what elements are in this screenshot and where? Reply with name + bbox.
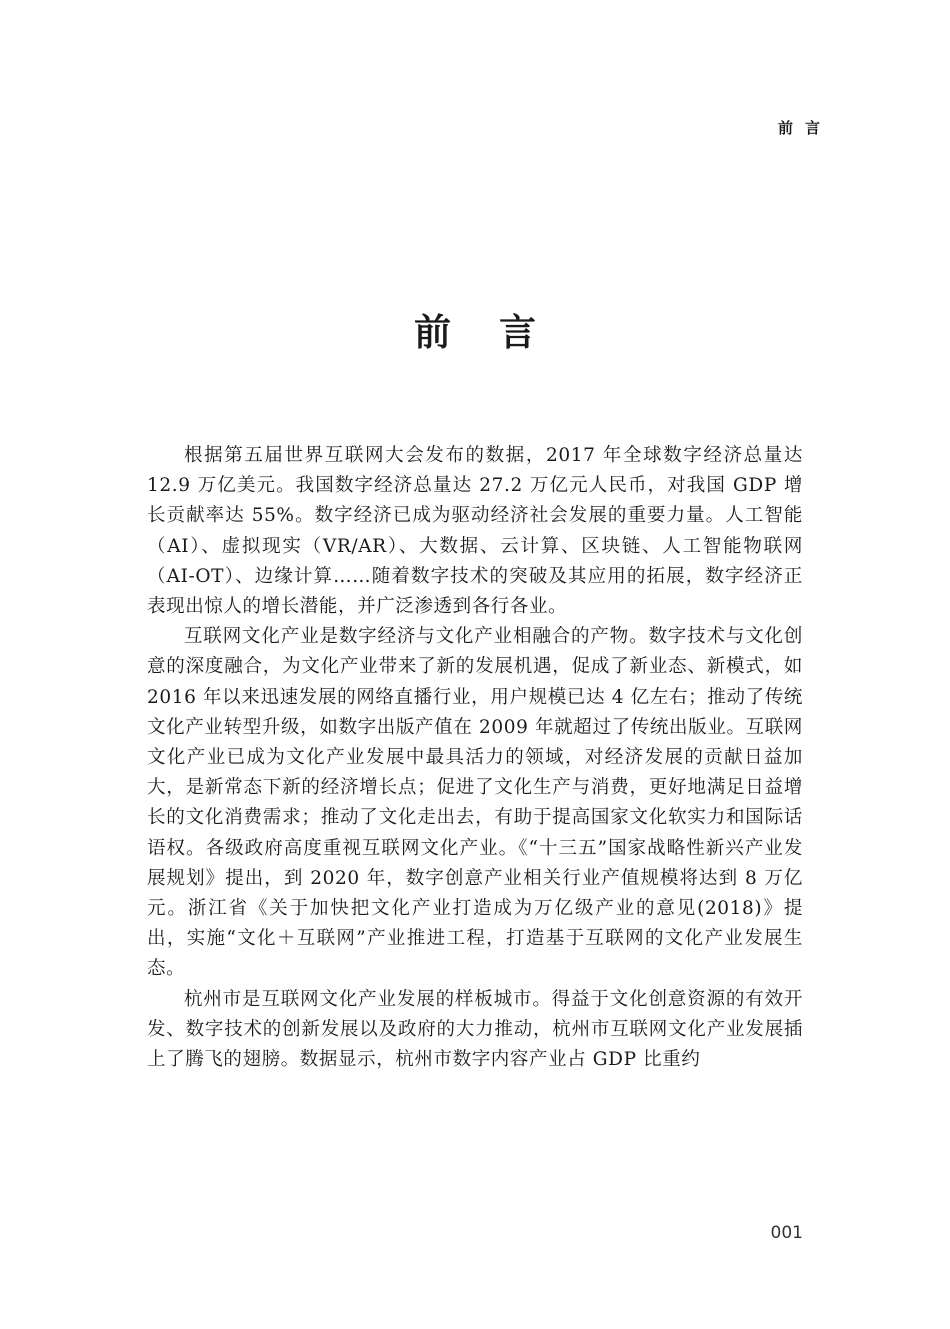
- chapter-title: 前言: [414, 309, 584, 354]
- page-number: 001: [770, 1223, 803, 1243]
- paragraph-1: 根据第五届世界互联网大会发布的数据，2017 年全球数字经济总量达 12.9 万亿美元。我国数字经济总量达 27.2 万亿元人民币，对我国 GDP 增长贡献率达 55%。数字经济已成为驱动经济社会发展的重要力量。人工智能（AI）、虚拟现实（VR/AR）、大数据、云计算、区块链、人工智能物联网（AI-OT）、边缘计算……随着数字技术的突破及其应用的拓展，数字经济正表现出惊人的增长潜能，并广泛渗透到各行各业。: [147, 445, 803, 618]
- paragraph-2: 互联网文化产业是数字经济与文化产业相融合的产物。数字技术与文化创意的深度融合，为文化产业带来了新的发展机遇，促成了新业态、新模式，如 2016 年以来迅速发展的网络直播行业，用户规模已达 4 亿左右；推动了传统文化产业转型升级，如数字出版产值在 2009 年就超过了传统出版业。互联网文化产业已成为文化产业发展中最具活力的领域，对经济发展的贡献日益加大，是新常态下新的经济增长点；促进了文化生产与消费，更好地满足日益增长的文化消费需求；推动了文化走出去，有助于提高国家文化软实力和国际话语权。各级政府高度重视互联网文化产业。《“十三五”国家战略性新兴产业发展规划》提出，到 2020 年，数字创意产业相关行业产值规模将达到 8 万亿元。浙江省《关于加快把文化产业打造成为万亿级产业的意见(2018)》提出，实施“文化＋互联网”产业推进工程，打造基于互联网的文化产业发展生态。: [147, 626, 803, 980]
- running-header: 前言: [777, 119, 832, 137]
- paragraph-3: 杭州市是互联网文化产业发展的样板城市。得益于文化创意资源的有效开发、数字技术的创新发展以及政府的大力推动，杭州市互联网文化产业发展插上了腾飞的翅膀。数据显示，杭州市数字内容产业占 GDP 比重约: [147, 988, 803, 1071]
- body-text: [147, 441, 803, 1075]
